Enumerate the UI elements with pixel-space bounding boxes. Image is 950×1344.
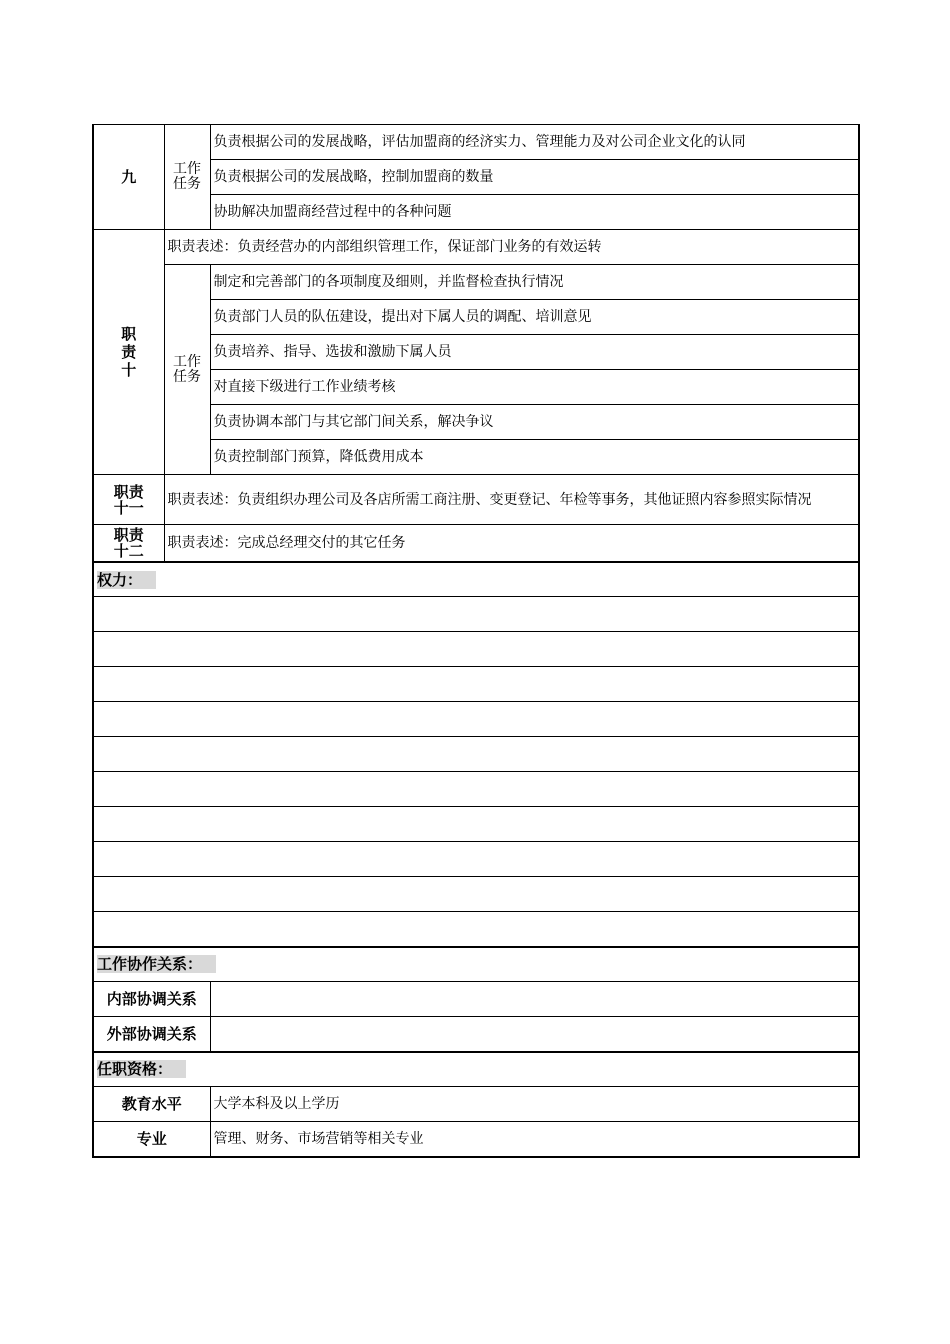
major-row bbox=[93, 1122, 859, 1157]
duty9-task-1: 负责根据公司的发展战略，评估加盟商的经济实力、管理能力及对公司企业文化的认同 bbox=[210, 125, 859, 160]
authority-row bbox=[93, 807, 859, 842]
duty10-task-4: 对直接下级进行工作业绩考核 bbox=[210, 370, 859, 405]
authority-row bbox=[93, 632, 859, 667]
duty9-task-2: 负责根据公司的发展战略，控制加盟商的数量 bbox=[210, 160, 859, 195]
authority-header-row bbox=[93, 562, 859, 597]
duty12-label: 职责十二 bbox=[93, 525, 164, 562]
duty10-task-6: 负责控制部门预算，降低费用成本 bbox=[210, 440, 859, 475]
authority-row bbox=[93, 877, 859, 912]
duty11-label: 职责十一 bbox=[93, 475, 164, 525]
authority-row bbox=[93, 737, 859, 772]
authority-title: 权力： bbox=[93, 562, 859, 597]
duty10-task-label: 工作任务 bbox=[164, 265, 210, 475]
cooperation-title: 工作协作关系： bbox=[93, 947, 859, 982]
duty10-task-5: 负责协调本部门与其它部门间关系，解决争议 bbox=[210, 405, 859, 440]
major-label: 专业 bbox=[93, 1122, 210, 1157]
duty9-label: 九 bbox=[93, 125, 164, 230]
duty10-statement-row bbox=[93, 230, 859, 265]
education-row bbox=[93, 1087, 859, 1122]
education-label: 教育水平 bbox=[93, 1087, 210, 1122]
external-coordination-label: 外部协调关系 bbox=[93, 1017, 210, 1052]
external-coordination-value bbox=[210, 1017, 859, 1052]
authority-row bbox=[93, 702, 859, 737]
internal-coordination-row bbox=[93, 982, 859, 1017]
job-description-table bbox=[92, 124, 860, 1158]
duty10-task-3: 负责培养、指导、选拔和激励下属人员 bbox=[210, 335, 859, 370]
duty12-statement: 职责表述：完成总经理交付的其它任务 bbox=[164, 525, 859, 562]
duty9-task-row bbox=[93, 125, 859, 160]
duty11-row bbox=[93, 475, 859, 525]
duty10-task-2: 负责部门人员的队伍建设，提出对下属人员的调配、培训意见 bbox=[210, 300, 859, 335]
authority-row bbox=[93, 597, 859, 632]
authority-row bbox=[93, 842, 859, 877]
internal-coordination-label: 内部协调关系 bbox=[93, 982, 210, 1017]
duty12-row bbox=[93, 525, 859, 562]
job-description-table-page bbox=[92, 124, 858, 1158]
duty9-task-3: 协助解决加盟商经营过程中的各种问题 bbox=[210, 195, 859, 230]
major-value: 管理、财务、市场营销等相关专业 bbox=[210, 1122, 859, 1157]
authority-row bbox=[93, 667, 859, 702]
duty10-task-row bbox=[93, 265, 859, 300]
duty11-statement: 职责表述：负责组织办理公司及各店所需工商注册、变更登记、年检等事务，其他证照内容参照实际情况 bbox=[164, 475, 859, 525]
external-coordination-row bbox=[93, 1017, 859, 1052]
duty9-task-label: 工作任务 bbox=[164, 125, 210, 230]
authority-row bbox=[93, 912, 859, 947]
duty10-task-1: 制定和完善部门的各项制度及细则，并监督检查执行情况 bbox=[210, 265, 859, 300]
internal-coordination-value bbox=[210, 982, 859, 1017]
qualification-header-row bbox=[93, 1052, 859, 1087]
duty10-statement: 职责表述：负责经营办的内部组织管理工作，保证部门业务的有效运转 bbox=[164, 230, 859, 265]
qualification-title: 任职资格： bbox=[93, 1052, 859, 1087]
cooperation-header-row bbox=[93, 947, 859, 982]
authority-row bbox=[93, 772, 859, 807]
duty10-label: 职责十 bbox=[93, 230, 164, 475]
education-value: 大学本科及以上学历 bbox=[210, 1087, 859, 1122]
